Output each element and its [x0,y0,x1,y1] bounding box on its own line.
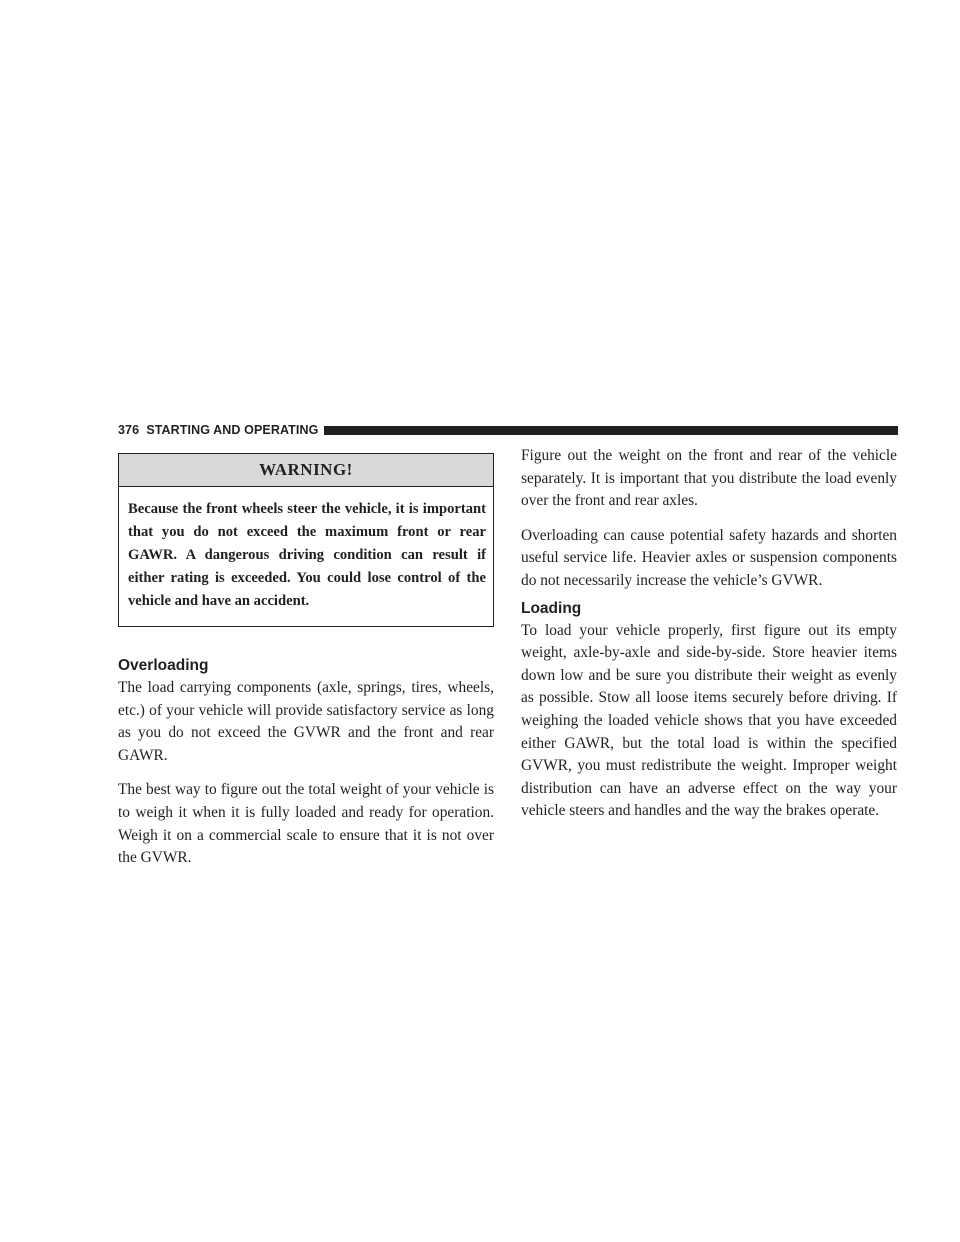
warning-title: WARNING! [119,454,493,487]
right-column [521,445,897,823]
overloading-hazards-paragraph: Overloading can cause potential safety hazards and shorten useful service life. Heavier axles or suspension components do not necessarily increase the vehicle’s GVWR. [521,526,897,589]
axle-distribution-paragraph: Figure out the weight on the front and rear of the vehicle separately. It is important that you distribute the load evenly over the front and rear axles. [521,447,897,510]
warning-box [118,453,494,627]
page-header-label [118,423,318,437]
loading-paragraph: To load your vehicle properly, first figure out its empty weight, axle-by-axle and side-by-side. Store heavier items down low and be sure you distribute their weight as evenly as possible. Stow all loose items securely before driving. If weighing the loaded vehicle shows that you have exceeded either GAWR, but the total load is within the specified GVWR, you must redistribute the weight. Improper weight distribution can have an adverse effect on the way your vehicle steers and handles and the way the brakes operate. [521,621,897,820]
overloading-heading: Overloading [118,657,209,674]
loading-heading: Loading [521,599,582,617]
left-column [118,453,494,870]
warning-text: Because the front wheels steer the vehicle, it is important that you do not exceed the maximum front or rear GAWR. A dangerous driving condition can result if either rating is exceeded. You could lose control of the vehicle and have an accident. [128,501,486,609]
overloading-paragraph-2: The best way to figure out the total weight of your vehicle is to weigh it when it is fully loaded and ready for operation. Weigh it on a commercial scale to ensure that it is not over the GVWR. [118,781,494,867]
header-rule [324,426,898,435]
section-title: STARTING AND OPERATING [146,423,319,437]
page-number: 376 [118,423,140,437]
overloading-paragraph-1: The load carrying components (axle, springs, tires, wheels, etc.) of your vehicle will provide satisfactory service as long as you do not exceed the GVWR and the front and rear GAWR. [118,679,494,764]
page-header [118,422,898,438]
